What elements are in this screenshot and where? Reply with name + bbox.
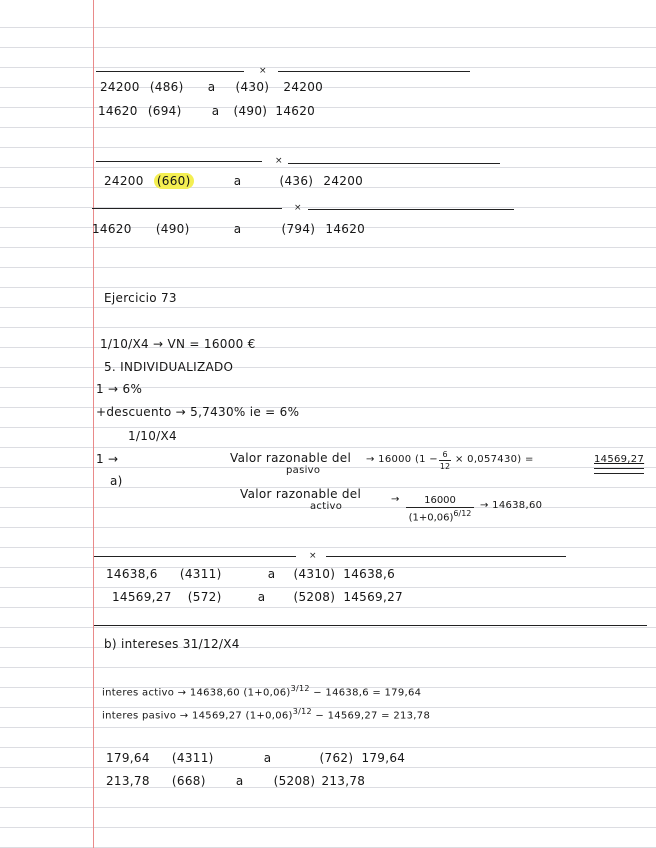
amount-credit: 14620	[325, 222, 366, 236]
pasivo-expr-end: × 0,057430) =	[455, 454, 534, 465]
amount-credit: 179,64	[361, 751, 406, 765]
interes-pasivo-text: interes pasivo → 14569,27 (1+0,06)	[102, 710, 293, 722]
amount-debit: 14638,6	[106, 567, 158, 581]
a-connector: a	[263, 751, 272, 765]
journal-entry-row	[98, 104, 315, 118]
activo-label-bottom: activo	[310, 501, 343, 512]
interes-activo-exponent: 3/12	[290, 684, 310, 693]
activo-fraction	[406, 495, 474, 523]
journal-separator	[278, 71, 470, 72]
exercise-line: 5. INDIVIDUALIZADO	[104, 360, 234, 374]
notebook-margin-line	[93, 0, 94, 848]
amount-credit: 14620	[275, 104, 316, 118]
account-credit: (5208)	[273, 774, 316, 788]
pasivo-result: 14569,27	[594, 454, 645, 465]
amount-credit: 24200	[323, 174, 364, 188]
activo-result: → 14638,60	[480, 500, 543, 511]
separator-mark: ×	[275, 156, 283, 166]
fraction-bar	[439, 460, 451, 461]
account-credit: (5208)	[293, 590, 336, 604]
interes-activo-line	[102, 684, 421, 700]
account-credit: (794)	[281, 222, 316, 236]
arrow-one: 1 →	[96, 452, 119, 466]
amount-debit: 14569,27	[112, 590, 172, 604]
interes-activo-rest: − 14638,6 = 179,64	[309, 687, 422, 699]
a-connector: a	[211, 104, 220, 118]
result-double-underline	[594, 468, 644, 474]
account-debit: (694)	[147, 104, 182, 118]
amount-debit: 179,64	[106, 751, 150, 765]
a-connector: a	[233, 174, 242, 188]
account-debit: (4311)	[179, 567, 222, 581]
exercise-line: 1 → 6%	[96, 382, 143, 396]
activo-label-top: Valor razonable del	[240, 487, 362, 501]
account-debit-highlighted: (660)	[154, 173, 194, 189]
pasivo-label-top: Valor razonable del	[230, 451, 352, 465]
a-connector: a	[207, 80, 216, 94]
exercise-line: 1/10/X4	[128, 429, 177, 443]
fraction-bar	[406, 507, 474, 508]
exercise-line: +descuento → 5,7430% ie = 6%	[96, 405, 300, 419]
journal-entry-row	[106, 567, 395, 581]
account-credit: (762)	[319, 751, 354, 765]
amount-debit: 14620	[92, 222, 132, 236]
journal-entry-row	[92, 222, 365, 236]
amount-debit: 14620	[98, 104, 138, 118]
pasivo-expr-start: → 16000 (1 −	[366, 454, 438, 465]
journal-separator	[94, 556, 296, 557]
a-connector: a	[267, 567, 276, 581]
denominator-base: (1+0,06)	[408, 512, 454, 524]
pasivo-fraction	[439, 450, 451, 471]
journal-separator	[308, 209, 514, 210]
exercise-title: Ejercicio 73	[104, 291, 177, 305]
fraction-numerator: 16000	[424, 495, 456, 506]
separator-mark: ×	[259, 66, 267, 76]
a-connector: a	[235, 774, 244, 788]
journal-separator	[288, 163, 500, 164]
journal-separator	[96, 161, 262, 162]
journal-entry-row	[100, 80, 323, 94]
amount-debit: 24200	[104, 174, 144, 188]
account-credit: (4310)	[293, 567, 336, 581]
a-connector: a	[233, 222, 242, 236]
account-debit: (4311)	[171, 751, 214, 765]
amount-credit: 213,78	[321, 774, 366, 788]
journal-separator	[92, 208, 282, 209]
journal-entry-row	[106, 774, 365, 788]
account-debit: (572)	[187, 590, 222, 604]
fraction-denominator	[406, 509, 474, 523]
journal-entry-row	[112, 590, 403, 604]
account-debit: (668)	[171, 774, 206, 788]
interes-pasivo-line	[102, 707, 430, 723]
interes-pasivo-exponent: 3/12	[292, 707, 312, 716]
part-a-label: a)	[110, 474, 123, 488]
amount-debit: 24200	[100, 80, 140, 94]
journal-entry-row	[106, 751, 405, 765]
journal-separator	[326, 556, 566, 557]
exercise-line: 1/10/X4 → VN = 16000 €	[100, 337, 256, 351]
arrow-icon: →	[391, 494, 400, 505]
account-credit: (436)	[279, 174, 314, 188]
section-separator	[94, 625, 647, 626]
amount-credit: 14638,6	[343, 567, 396, 581]
fraction-denominator: 12	[439, 462, 451, 471]
pasivo-label-bottom: pasivo	[286, 465, 321, 476]
account-debit: (486)	[149, 80, 184, 94]
account-debit: (490)	[155, 222, 190, 236]
account-credit: (430)	[235, 80, 270, 94]
amount-debit: 213,78	[106, 774, 150, 788]
amount-credit: 14569,27	[343, 590, 403, 604]
journal-entry-row	[104, 174, 363, 188]
interes-pasivo-rest: − 14569,27 = 213,78	[311, 710, 431, 722]
fraction-numerator: 6	[442, 450, 448, 459]
part-b-title: b) intereses 31/12/X4	[104, 637, 240, 651]
account-credit: (490)	[233, 104, 268, 118]
interes-activo-text: interes activo → 14638,60 (1+0,06)	[102, 687, 291, 699]
amount-credit: 24200	[283, 80, 324, 94]
a-connector: a	[257, 590, 266, 604]
separator-mark: ×	[294, 203, 302, 213]
denominator-exponent: 6/12	[453, 509, 472, 518]
journal-separator	[96, 71, 244, 72]
separator-mark: ×	[309, 551, 317, 561]
